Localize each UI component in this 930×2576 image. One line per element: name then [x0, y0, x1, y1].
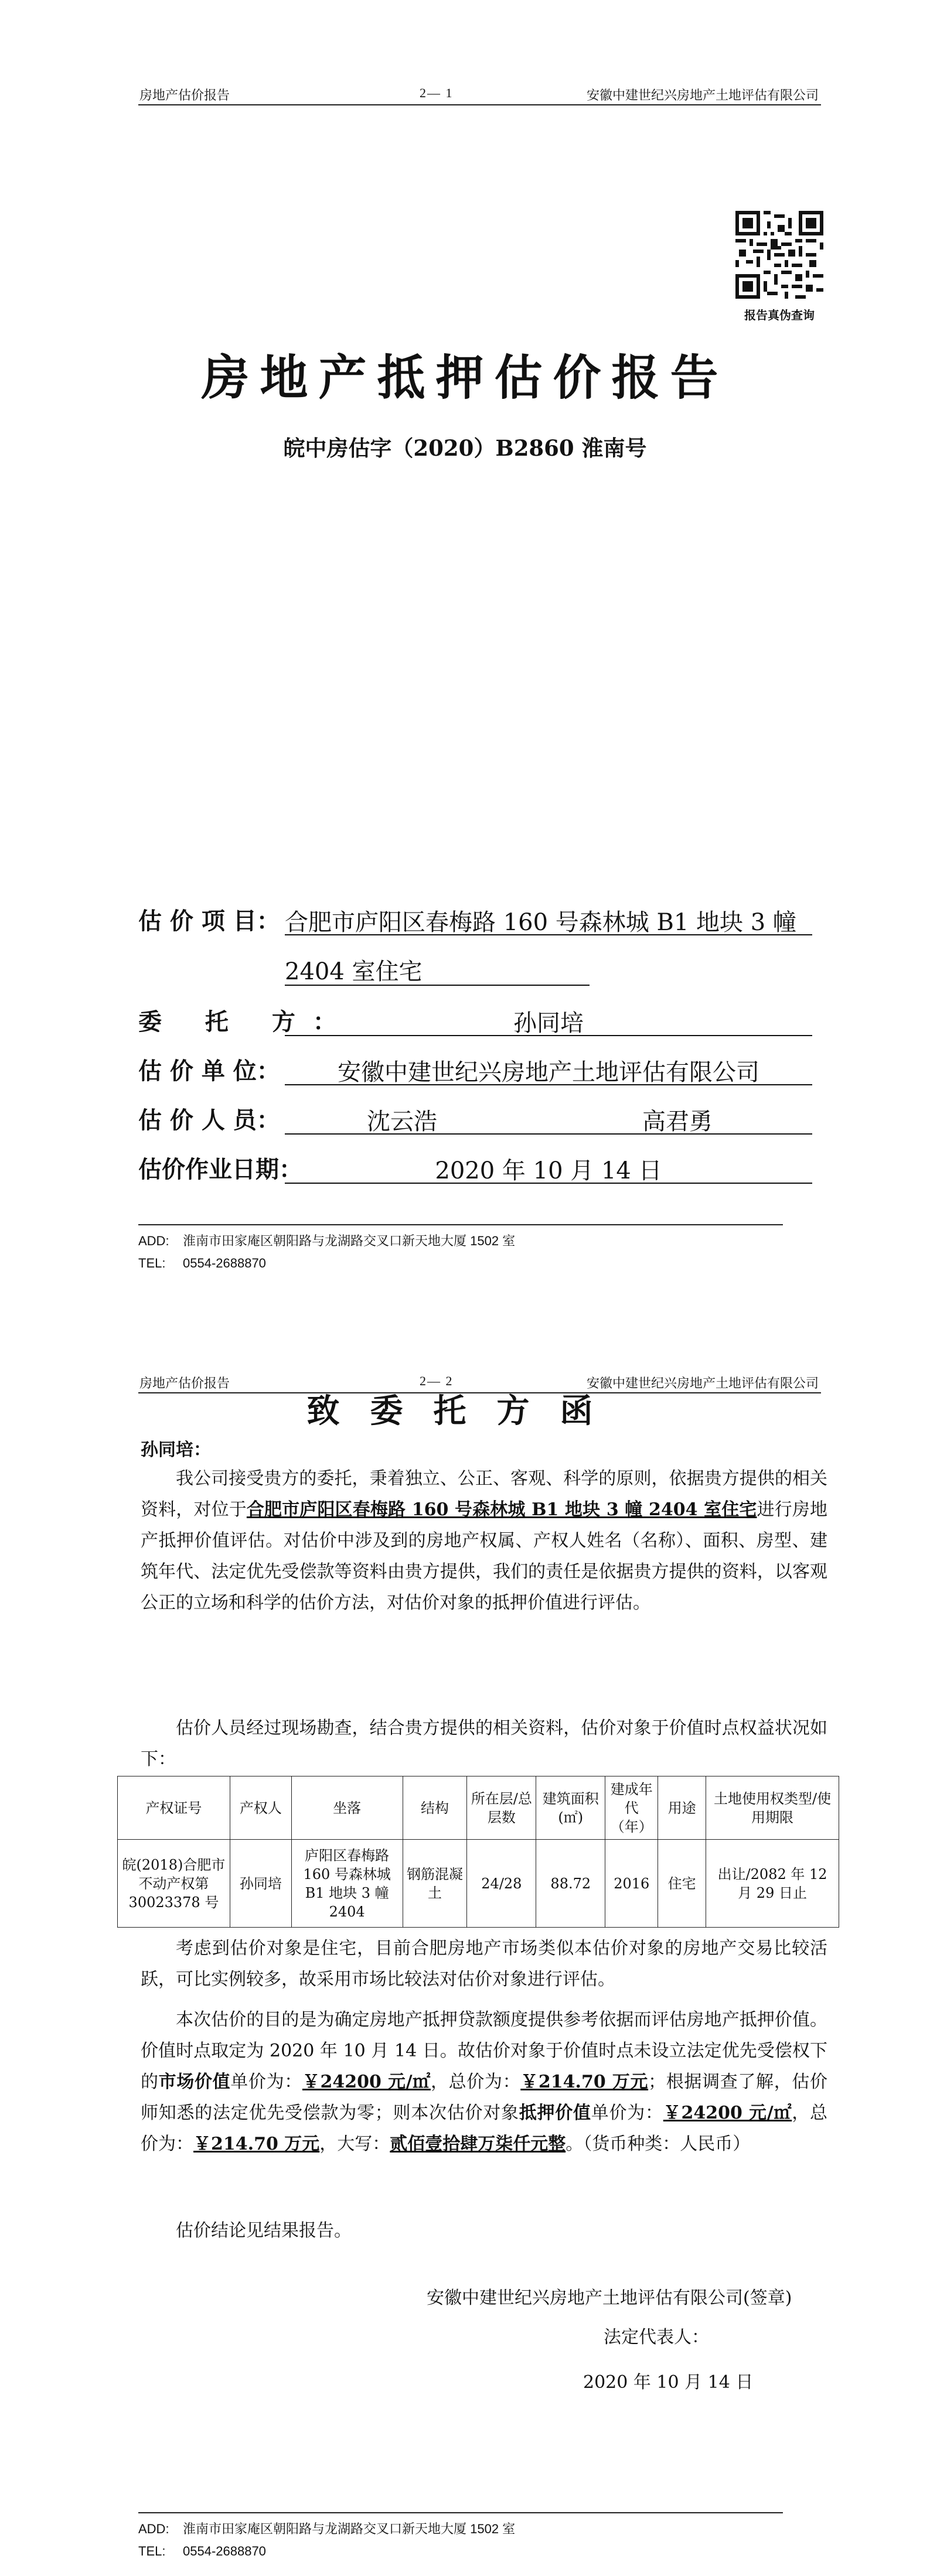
underline [285, 934, 812, 935]
letter-paragraph-valuation: 本次估价的目的是为确定房地产抵押贷款额度提供参考依据而评估房地产抵押价值。价值时点取定为 2020 年 10 月 14 日。故估价对象于价值时点未设立法定优先受偿权下的市场价值单价为：￥24200 元/㎡，总价为：￥214.70 万元；根据调查了解，估价师知悉的法定优先受偿款为零；则本次估价对象抵押价值单价为：￥24200 元/㎡，总价为：￥214.70 万元，大写：贰佰壹拾肆万柒仟元整。（货币种类：人民币） [141, 2010, 828, 2154]
table-header: 产权证号 [118, 1776, 230, 1840]
info-row-appraiser-org [138, 1049, 842, 1098]
address-value: 淮南市田家庵区朝阳路与龙湖路交叉口新天地大厦 1502 室 [183, 1234, 516, 1248]
table-cell: 皖(2018)合肥市不动产权第 30023378 号 [118, 1840, 230, 1928]
table-header: 坐落 [291, 1776, 403, 1840]
address-label: ADD: [138, 2522, 169, 2536]
table-header: 结构 [403, 1776, 467, 1840]
table-header-row [118, 1776, 839, 1840]
mortgage-total-price: ￥214.70 万元 [193, 2134, 320, 2154]
header-company: 安徽中建世纪兴房地产土地评估有限公司 [586, 88, 819, 103]
address-value: 淮南市田家庵区朝阳路与龙湖路交叉口新天地大厦 1502 室 [183, 2522, 516, 2536]
table-cell: 孙同培 [230, 1840, 291, 1928]
appraiser-org-value: 安徽中建世纪兴房地产土地评估有限公司 [338, 1059, 759, 1086]
project-value-line2: 2404 室住宅 [285, 958, 423, 985]
client-value: 孙同培 [513, 1010, 584, 1037]
report-info-block [138, 899, 842, 1197]
table-header: 用途 [658, 1776, 706, 1840]
underline [285, 1133, 812, 1135]
table-row [118, 1840, 839, 1928]
market-total-price: ￥214.70 万元 [520, 2072, 649, 2092]
letter-greeting: 孙同培： [141, 1440, 211, 1460]
letter-title: 致委托方函 [306, 1392, 624, 1430]
qr-label: 报告真伪查询 [744, 309, 815, 322]
appraisers-label: 估 价 人 员： [138, 1106, 280, 1134]
tel-value: 0554-2688870 [183, 2544, 266, 2558]
info-row-client [138, 1000, 842, 1049]
report-number: 皖中房估字（2020）B2860 淮南号 [283, 435, 647, 461]
signature-company: 安徽中建世纪兴房地产土地评估有限公司(签章) [427, 2288, 792, 2308]
page-footer [138, 2512, 783, 2563]
appraiser-name: 高君勇 [642, 1108, 713, 1135]
table-header: 建筑面积(㎡) [536, 1776, 605, 1840]
header-page-number: 2— 2 [420, 1374, 454, 1388]
letter-paragraph-conclusion: 估价结论见结果报告。 [176, 2220, 352, 2241]
address-label: ADD: [138, 1234, 169, 1248]
qr-code-icon[interactable] [735, 211, 823, 299]
table-cell: 庐阳区春梅路 160 号森林城 B1 地块 3 幢 2404 [291, 1840, 403, 1928]
table-cell: 2016 [605, 1840, 658, 1928]
table-header: 所在层/总层数 [467, 1776, 536, 1840]
market-unit-price: ￥24200 元/㎡ [302, 2072, 431, 2092]
underline [285, 1035, 812, 1036]
property-address: 合肥市庐阳区春梅路 160 号森林城 B1 地块 3 幢 2404 室住宅 [246, 1499, 757, 1520]
page-header [138, 86, 821, 105]
info-row-project [138, 899, 842, 1000]
table-cell: 出让/2082 年 12 月 29 日止 [706, 1840, 839, 1928]
appraiser-name: 沈云浩 [367, 1108, 437, 1135]
signature-representative: 法定代表人： [604, 2327, 709, 2348]
underline [285, 1183, 812, 1184]
date-value: 2020 年 10 月 14 日 [435, 1157, 662, 1184]
mortgage-unit-price: ￥24200 元/㎡ [663, 2103, 792, 2123]
table-header: 产权人 [230, 1776, 291, 1840]
header-page-number: 2— 1 [420, 86, 454, 100]
client-label: 委 托 方： [138, 1008, 354, 1036]
table-cell: 88.72 [536, 1840, 605, 1928]
date-label: 估价作业日期： [138, 1156, 302, 1183]
letter-paragraph-survey: 估价人员经过现场勘查，结合贵方提供的相关资料，估价对象于价值时点权益状况如下： [141, 1718, 827, 1769]
tel-value: 0554-2688870 [183, 1256, 266, 1270]
signature-date: 2020 年 10 月 14 日 [583, 2372, 754, 2393]
table-cell: 24/28 [467, 1840, 536, 1928]
amount-in-words: 贰佰壹拾肆万柒仟元整 [390, 2134, 566, 2154]
project-label: 估 价 项 目： [138, 907, 280, 935]
property-table [117, 1776, 839, 1928]
header-company: 安徽中建世纪兴房地产土地评估有限公司 [586, 1376, 819, 1391]
header-report-type: 房地产估价报告 [139, 88, 230, 103]
tel-label: TEL: [138, 1256, 166, 1270]
project-value-line1: 合肥市庐阳区春梅路 160 号森林城 B1 地块 3 幢 [285, 909, 796, 936]
tel-label: TEL: [138, 2544, 166, 2558]
underline [285, 985, 590, 986]
table-header: 建成年代（年） [605, 1776, 658, 1840]
report-title: 房地产抵押估价报告 [201, 350, 729, 406]
letter-paragraph-method: 考虑到估价对象是住宅，目前合肥房地产市场类似本估价对象的房地产交易比较活跃，可比实例较多，故采用市场比较法对估价对象进行评估。 [141, 1938, 827, 1990]
info-row-appraisers [138, 1098, 842, 1147]
info-row-date [138, 1147, 842, 1197]
header-report-type: 房地产估价报告 [139, 1376, 230, 1391]
table-cell: 钢筋混凝土 [403, 1840, 467, 1928]
page-footer [138, 1224, 783, 1275]
table-header: 土地使用权类型/使用期限 [706, 1776, 839, 1840]
table-cell: 住宅 [658, 1840, 706, 1928]
appraiser-org-label: 估 价 单 位： [138, 1057, 280, 1085]
underline [285, 1084, 812, 1085]
letter-paragraph-intro: 我公司接受贵方的委托，秉着独立、公正、客观、科学的原则，依据贵方提供的相关资料，对位于合肥市庐阳区春梅路 160 号森林城 B1 地块 3 幢 2404 室住宅进行房地产抵押价值评估。对估价中涉及到的房地产权属、产权人姓名（名称）、面积、房型、建筑年代、法定优先受偿款等资料由贵方提供，我们的责任是依据贵方提供的资料，以客观公正的立场和科学的估价方法，对估价对象的抵押价值进行评估。 [141, 1468, 828, 1613]
